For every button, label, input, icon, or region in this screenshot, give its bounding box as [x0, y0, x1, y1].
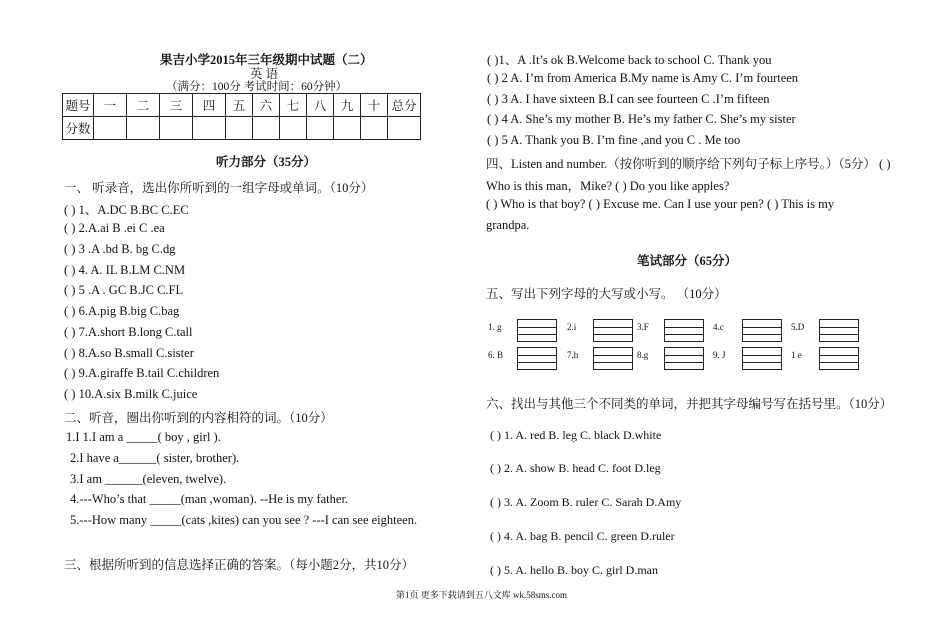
list-item: ( ) 4. A. bag B. pencil C. green D.ruler: [490, 529, 675, 543]
score-table-score-row: [63, 117, 421, 140]
table-cell: 二: [127, 94, 160, 117]
table-cell: 五: [226, 94, 253, 117]
list-item: ( ) 9.A.giraffe B.tail C.children: [64, 366, 220, 380]
table-cell: 八: [307, 94, 334, 117]
score-cell[interactable]: [280, 117, 307, 140]
list-item: ( ) 5 .A . GC B.JC C.FL: [64, 283, 184, 297]
list-item: ( ) 1、A.DC B.BC C.EC: [64, 203, 189, 217]
page-footer: 第1页 更多下载请到五八文库 wk.58sms.com: [396, 590, 568, 600]
score-cell[interactable]: [226, 117, 253, 140]
score-table: [62, 93, 421, 140]
list-item: ( ) 7.A.short B.long C.tall: [64, 325, 193, 339]
question-4-title: 四、Listen and number.（按你听到的顺序给下列句子标上序号。）（5分） ( ): [486, 157, 891, 171]
letter-label: 7.h: [567, 350, 579, 360]
letter-label: 1 e: [791, 350, 802, 360]
list-item: ( ) 4. A. IL B.LM C.NM: [64, 263, 186, 277]
list-item: ( ) 3. A. Zoom B. ruler C. Sarah D.Amy: [490, 495, 682, 509]
list-item: ( ) 2 A. I’m from America B.My name is Amy C. I’m fourteen: [487, 71, 799, 85]
question-4-line: Who is this man，Mike? ( ) Do you like apples?: [486, 179, 730, 193]
subject-label: 英 语: [250, 67, 279, 81]
letter-label: 1. g: [488, 322, 502, 332]
list-item: ( ) 4 A. She’s my mother B. He’s my father C. She’s my sister: [487, 112, 796, 126]
list-item: 4.---Who’s that _____(man ,woman). --He is my father.: [70, 492, 349, 506]
letter-label: 9. J: [713, 350, 726, 360]
score-cell[interactable]: [160, 117, 193, 140]
list-item: ( ) 10.A.six B.milk C.juice: [64, 387, 198, 401]
list-item: ( ) 5. A. hello B. boy C. girl D.man: [490, 563, 658, 577]
score-cell[interactable]: [334, 117, 361, 140]
letter-label: 6. B: [488, 350, 504, 360]
score-cell[interactable]: [361, 117, 388, 140]
table-cell: 三: [160, 94, 193, 117]
question-1-title: 一、 听录音，选出你所听到的一组字母或单词。（10分）: [64, 181, 374, 195]
score-cell[interactable]: [94, 117, 127, 140]
list-item: 5.---How many _____(cats ,kites) can you see ? ---I can see eighteen.: [70, 513, 418, 527]
written-heading: 笔试部分（65分）: [637, 254, 738, 268]
table-cell: 题号: [63, 94, 94, 117]
table-cell: 分数: [63, 117, 94, 140]
list-item: ( ) 3 A. I have sixteen B.I can see fourteen C .I’m fifteen: [487, 92, 770, 106]
list-item: ( ) 8.A.so B.small C.sister: [64, 346, 194, 360]
table-cell: 六: [253, 94, 280, 117]
exam-info: （满分：100分 考试时间：60分钟）: [166, 81, 348, 93]
list-item: ( ) 2. A. show B. head C. foot D.leg: [490, 461, 661, 475]
letter-label: 2.i: [567, 322, 577, 332]
score-cell[interactable]: [307, 117, 334, 140]
question-6-title: 六、找出与其他三个不同类的单词，并把其字母编号写在括号里。（10分）: [486, 397, 893, 411]
list-item: ( ) 5 A. Thank you B. I’m fine ,and you C . Me too: [487, 133, 741, 147]
list-item: ( ) 2.A.ai B .ei C .ea: [64, 221, 165, 235]
letter-label: 5.D: [791, 322, 805, 332]
question-2-title: 二、听音，圈出你听到的内容相符的词。（10分）: [64, 411, 333, 425]
score-cell[interactable]: [253, 117, 280, 140]
list-item: ( ) 6.A.pig B.big C.bag: [64, 304, 180, 318]
letter-label: 3.F: [637, 322, 649, 332]
letter-label: 4.c: [713, 322, 724, 332]
table-cell: 十: [361, 94, 388, 117]
listening-heading: 听力部分（35分）: [216, 155, 317, 169]
question-5-title: 五、写出下列字母的大写或小写。 （10分）: [486, 287, 727, 301]
table-cell: 四: [193, 94, 226, 117]
list-item: ( ) 3 .A .bd B. bg C.dg: [64, 242, 176, 256]
list-item: 1.I 1.I am a _____( boy , girl ).: [66, 430, 221, 444]
table-cell: 七: [280, 94, 307, 117]
score-table-header-row: [63, 94, 421, 117]
question-3-title: 三、根据所听到的信息选择正确的答案。（每小题2分，共10分）: [64, 558, 415, 572]
question-4-line: grandpa.: [486, 218, 530, 232]
score-cell[interactable]: [388, 117, 421, 140]
question-4-line: ( ) Who is that boy? ( ) Excuse me. Can I use your pen? ( ) This is my: [486, 197, 835, 211]
letter-label: 8.g: [637, 350, 649, 360]
list-item: ( ) 1. A. red B. leg C. black D.white: [490, 428, 662, 442]
list-item: 3.I am ______(eleven, twelve).: [70, 472, 227, 486]
table-cell: 一: [94, 94, 127, 117]
score-cell[interactable]: [193, 117, 226, 140]
exam-title: 果吉小学2015年三年级期中试题（二）: [160, 53, 373, 67]
table-cell: 九: [334, 94, 361, 117]
table-cell: 总分: [388, 94, 421, 117]
list-item: ( )1、A .It’s ok B.Welcome back to school C. Thank you: [487, 53, 772, 67]
score-cell[interactable]: [127, 117, 160, 140]
list-item: 2.I have a______( sister, brother).: [70, 451, 240, 465]
